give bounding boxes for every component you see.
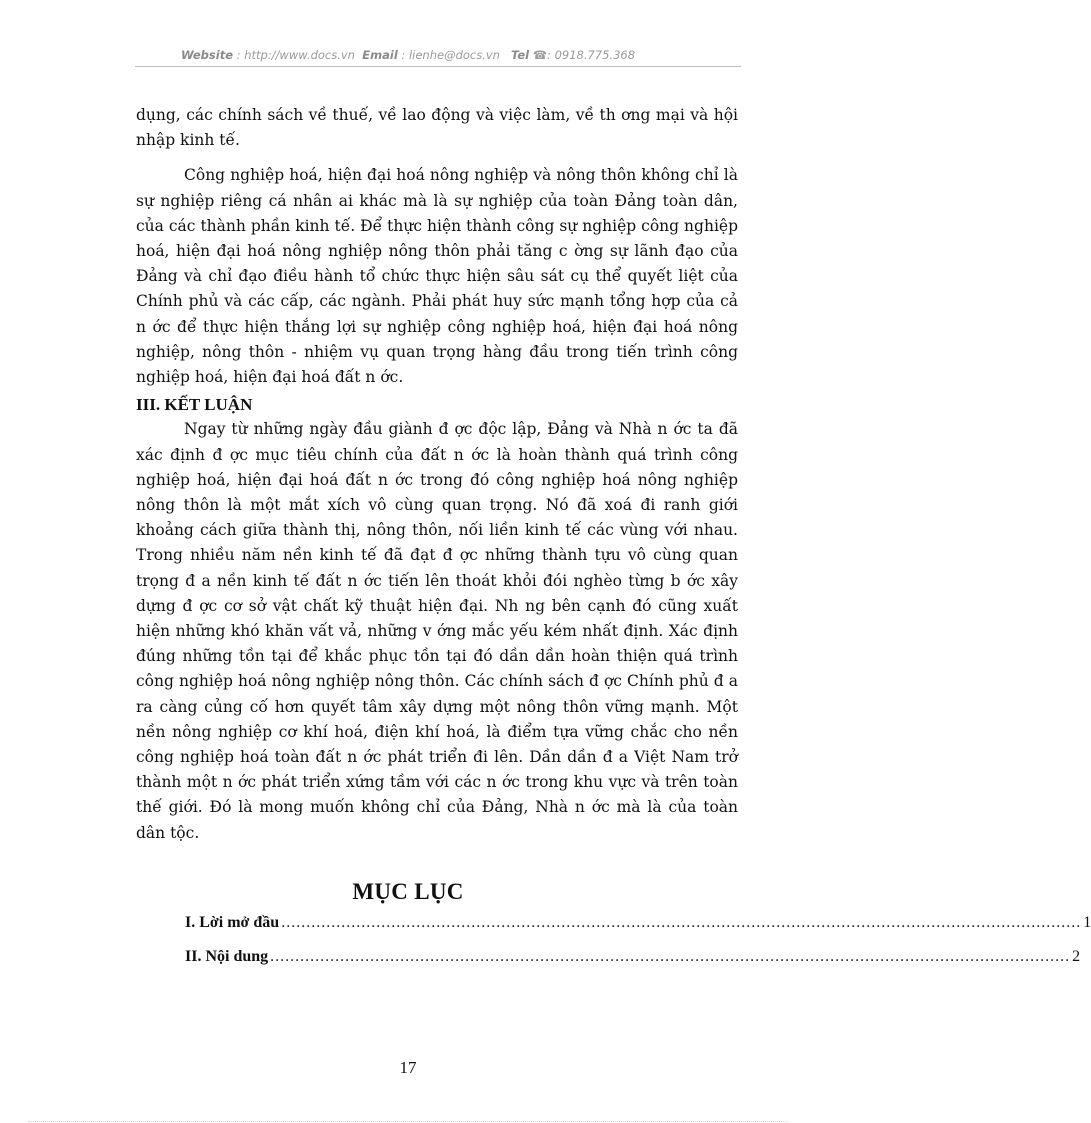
paragraph-industrialization: Công nghiệp hoá, hiện đại hoá nông nghiệp và nông thôn không chỉ là sự nghiệp riêng cá nhân ai khác mà là sự nghiệp của toàn Đảng toàn dân, của các thành phần kinh tế. Để thực hiện thành công sự nghiệp công nghiệp hoá, hiện đại hoá nông nghiệp nông thôn phải tăng c ờng sự lãnh đạo của Đảng và chỉ đạo điều hành tổ chức thực hiện sâu sát cụ thể quyết liệt của Chính phủ và các cấp, các ngành. Phải phát huy sức mạnh tổng hợp của cả n ớc để thực hiện thắng lợi sự nghiệp công nghiệp hoá, hiện đại hoá nông nghiệp, nông thôn - nhiệm vụ quan trọng hàng đầu trong tiến trình công nghiệp hoá, hiện đại hoá đất n ớc. [136, 166, 738, 387]
email-value: : lienhe@docs.vn [401, 48, 500, 62]
toc-entry-label: I. Lời mở đầu [185, 914, 280, 931]
document-header [0, 48, 816, 62]
page-number: 17 [399, 1058, 417, 1077]
toc-entry-page: 2 [1072, 948, 1081, 965]
toc-entry[interactable] [185, 948, 1081, 966]
footer-divider [28, 1121, 788, 1122]
header-divider [135, 66, 741, 67]
toc-entry-label: II. Nội dung [185, 948, 269, 965]
website-value: : http://www.docs.vn [236, 48, 355, 62]
toc-leader-dots: ................................................................................................................................................................ [270, 948, 1071, 965]
tel-label: Tel [510, 48, 530, 62]
tel-value: ☎: 0918.775.368 [532, 48, 636, 62]
toc-leader-dots: ................................................................................................................................................................ [281, 914, 1082, 931]
email-label: Email [362, 48, 398, 62]
toc-entry-page: 1 [1083, 914, 1091, 931]
toc-entry[interactable] [185, 914, 1091, 932]
paragraph-continuation: dụng, các chính sách về thuế, về lao động và việc làm, về th ơng mại và hội nhập kinh tế. [136, 106, 738, 150]
toc-title: MỤC LỤC [352, 879, 464, 904]
paragraph-conclusion: Ngay từ những ngày đầu giành đ ợc độc lập, Đảng và Nhà n ớc ta đã xác định đ ợc mục tiêu chính của đất n ớc là hoàn thành quá trình công nghiệp hoá, hiện đại hoá đất n ớc trong đó công nghiệp hoá nông nghiệp nông thôn là một mắt xích vô cùng quan trọng. Nó đã xoá đi ranh giới khoảng cách giữa thành thị, nông thôn, nối liền kinh tế các vùng với nhau. Trong nhiều năm nền kinh tế đã đạt đ ợc những thành tựu vô cùng quan trọng đ a nền kinh tế đất n ớc tiến lên thoát khỏi đói nghèo từng b ớc xây dựng đ ợc cơ sở vật chất kỹ thuật hiện đại. Nh ng bên cạnh đó cũng xuất hiện những khó khăn vất vả, những v ớng mắc yếu kém nhất định. Xác định đúng những tồn tại để khắc phục tồn tại đó dần dần hoàn thiện quá trình công nghiệp hoá nông nghiệp nông thôn. Các chính sách đ ợc Chính phủ đ a ra càng củng cố hơn quyết tâm xây dựng một nông thôn vững mạnh. Một nền nông nghiệp cơ khí hoá, điện khí hoá, là điểm tựa vững chắc cho nền công nghiệp hoá toàn đất n ớc phát triển đi lên. Dần dần đ a Việt Nam trở thành một n ớc phát triển xứng tầm với các n ớc trong khu vực và trên toàn thế giới. Đó là mong muốn không chỉ của Đảng, Nhà n ớc mà là của toàn dân tộc. [136, 420, 738, 842]
document-body [136, 103, 738, 856]
section-heading-conclusion: III. KẾT LUẬN [136, 395, 253, 415]
website-label: Website [180, 48, 234, 62]
